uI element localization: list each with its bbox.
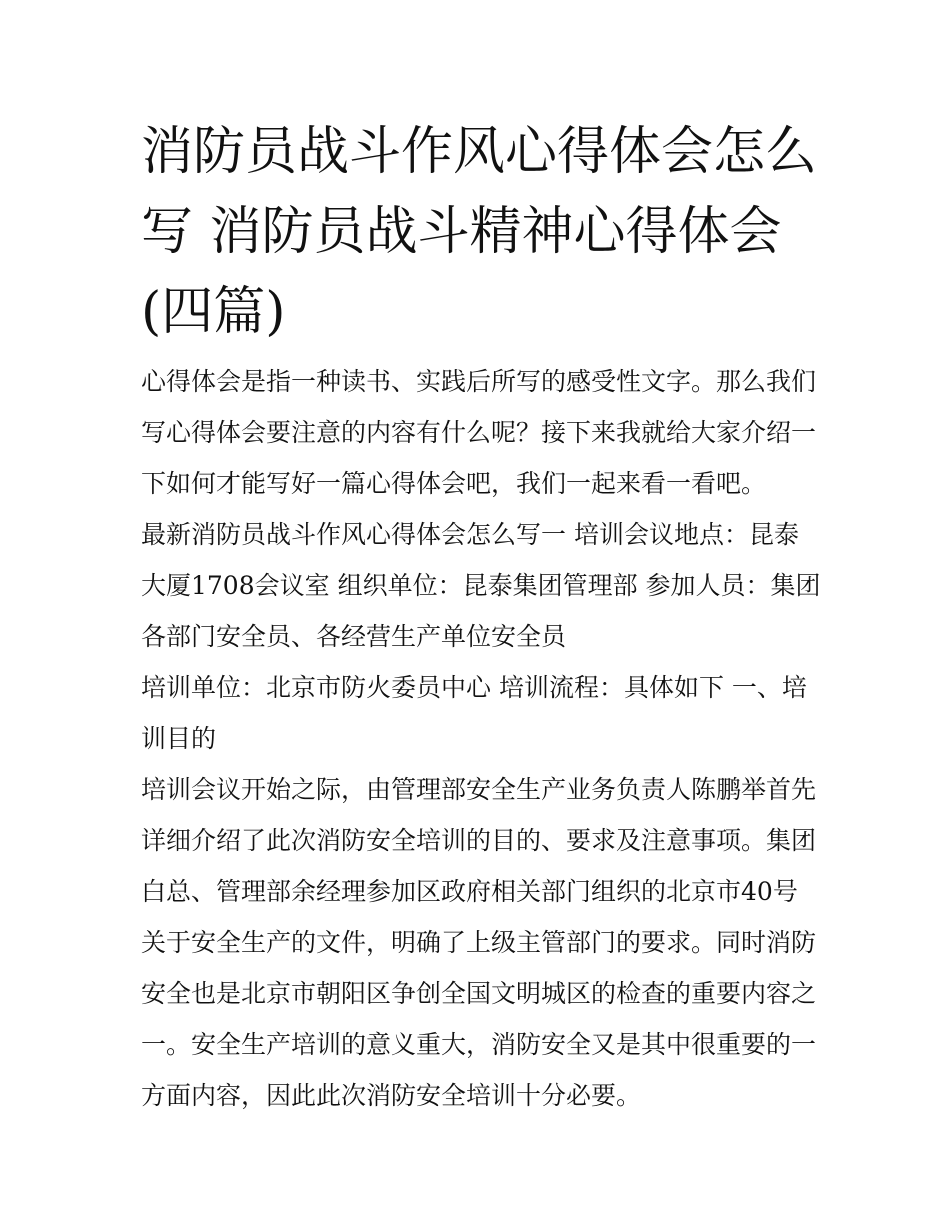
document-title: 消防员战斗作风心得体会怎么写 消防员战斗精神心得体会(四篇) bbox=[141, 122, 818, 342]
training-opening-paragraph: 培训会议开始之际，由管理部安全生产业务负责人陈鹏举首先详细介绍了此次消防安全培训的目的、要求及注意事项。集团白总、管理部余经理参加区政府相关部门组织的北京市40号关于安全生产的文件，明确了上级主管部门的要求。同时消防安全也是北京市朝阳区争创全国文明城区的检查的重要内容之一。安全生产培训的意义重大，消防安全又是其中很重要的一方面内容，因此此次消防安全培训十分必要。 bbox=[141, 775, 817, 1110]
intro-paragraph: 心得体会是指一种读书、实践后所写的感受性文字。那么我们写心得体会要注意的内容有什么呢？接下来我就给大家介绍一下如何才能写好一篇心得体会吧，我们一起来看一看吧。 bbox=[141, 367, 817, 498]
document-body bbox=[141, 356, 821, 1121]
training-unit-paragraph: 培训单位：北京市防火委员中心 培训流程：具体如下 一、培训目的 bbox=[141, 673, 807, 753]
training-info-paragraph: 最新消防员战斗作风心得体会怎么写一 培训会议地点：昆泰大厦1708会议室 组织单位：昆泰集团管理部 参加人员：集团各部门安全员、各经营生产单位安全员 bbox=[141, 520, 821, 651]
